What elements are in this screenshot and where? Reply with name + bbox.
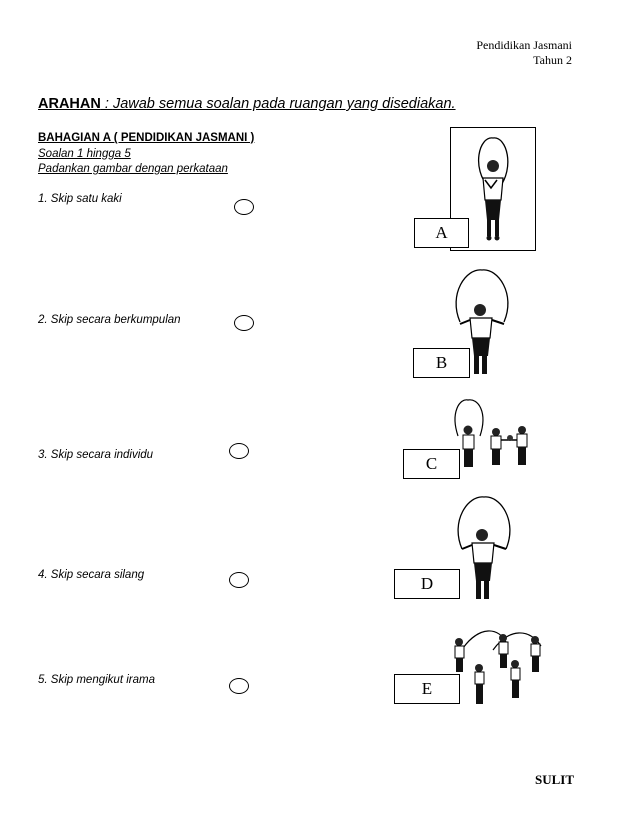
- option-box-e: [394, 674, 460, 704]
- option-label-a: A: [435, 223, 448, 242]
- instruction-separator: :: [100, 96, 113, 112]
- question-4: 4. Skip secara silang: [38, 569, 145, 581]
- instruction-label: ARAHAN: [38, 96, 101, 112]
- answer-oval-1[interactable]: [234, 199, 254, 215]
- question-3: 3. Skip secara individu: [38, 449, 154, 461]
- answer-oval-5[interactable]: [229, 678, 249, 694]
- instruction-line: [38, 96, 456, 112]
- question-2: 2. Skip secara berkumpulan: [38, 314, 181, 326]
- answer-oval-3[interactable]: [229, 443, 249, 459]
- answer-oval-4[interactable]: [229, 572, 249, 588]
- answer-oval-2[interactable]: [234, 315, 254, 331]
- question-5: 5. Skip mengikut irama: [38, 674, 155, 686]
- option-box-d: [394, 569, 460, 599]
- instruction-text: Jawab semua soalan pada ruangan yang disediakan.: [112, 96, 456, 112]
- option-label-e: E: [421, 679, 433, 698]
- option-box-b: [413, 348, 470, 378]
- task-instruction: Padankan gambar dengan perkataan: [38, 163, 228, 175]
- option-label-b: B: [435, 353, 448, 372]
- classification-mark: SULIT: [534, 772, 574, 787]
- page-header: [476, 38, 572, 68]
- year-label: Tahun 2: [533, 53, 572, 67]
- option-label-d: D: [420, 574, 434, 593]
- section-title: BAHAGIAN A ( PENDIDIKAN JASMANI ): [38, 132, 255, 144]
- option-box-a: [414, 218, 469, 248]
- long-rope-group-icon: [449, 620, 545, 712]
- question-1: 1. Skip satu kaki: [38, 193, 122, 205]
- picture-e: [449, 620, 545, 712]
- question-range: Soalan 1 hingga 5: [38, 148, 131, 160]
- subject-label: Pendidikan Jasmani: [476, 38, 572, 52]
- option-box-c: [403, 449, 460, 479]
- option-label-c: C: [425, 454, 438, 473]
